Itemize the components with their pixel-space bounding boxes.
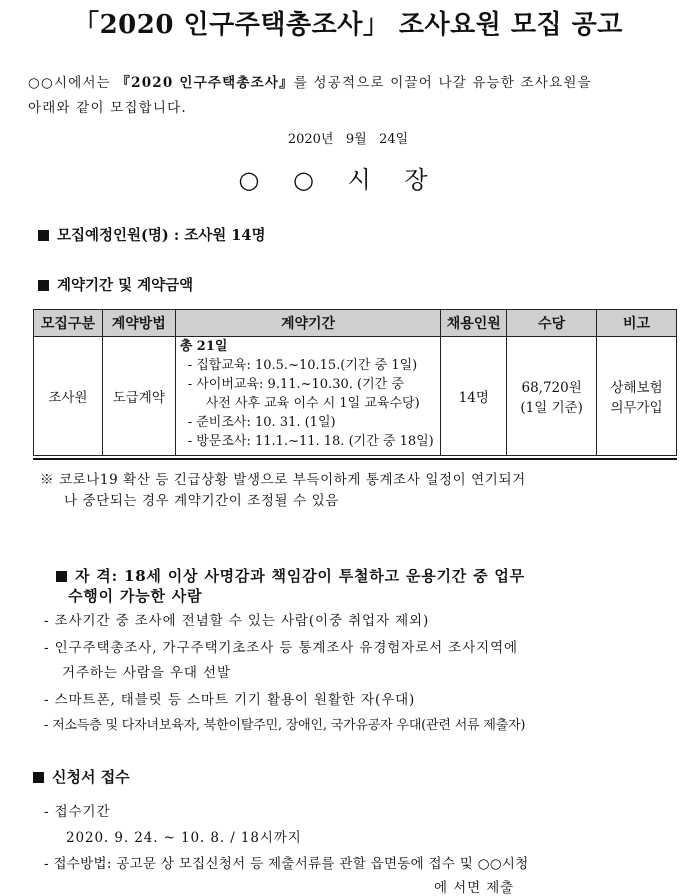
table-bottom-rule xyxy=(33,458,677,460)
period-item: - 방문조사: 11.1.~11. 18. (기간 중 18일) xyxy=(187,434,434,449)
header-method: 계약방법 xyxy=(102,310,175,337)
qualification-item: - 스마트폰, 태블릿 등 스마트 기기 활용이 원활한 자(우대) xyxy=(44,692,416,708)
qualification-heading-text: 자 격: 18세 이상 사명감과 책임감이 투철하고 운용기간 중 업무 xyxy=(75,567,525,585)
period-item: - 집합교육: 10.5.~10.15.(기간 중 1일) xyxy=(187,358,418,373)
cell-count: 14명 xyxy=(441,337,507,456)
pay-basis: (1일 기준) xyxy=(520,400,583,416)
footnote-line-1: ※ 코로나19 확산 등 긴급상황 발생으로 부득이하게 통계조사 일정이 연기되거 xyxy=(40,472,526,488)
application-period-label: - 접수기간 xyxy=(44,804,111,820)
qualification-item: - 저소득층 및 다자녀보육자, 북한이탈주민, 장애인, 국가유공자 우대(관련 서류 제출자) xyxy=(44,718,526,733)
application-heading-text: 신청서 접수 xyxy=(52,768,130,786)
intro-text-post: 를 성공적으로 이끌어 나갈 유능한 조사요원을 xyxy=(293,75,592,91)
application-period-value: 2020. 9. 24. ~ 10. 8. / 18시까지 xyxy=(66,830,302,846)
contract-heading-text: 계약기간 및 계약금액 xyxy=(57,277,194,294)
intro-line-2: 아래와 같이 모집합니다. xyxy=(28,100,187,116)
issuer-mayor: ○ ○ 시 장 xyxy=(238,166,438,194)
recruit-heading xyxy=(38,224,265,245)
announcement-date: 2020년 9월 24일 xyxy=(287,132,409,147)
note-line: 의무가입 xyxy=(610,400,663,416)
footnote-line-2: 나 중단되는 경우 계약기간이 조정될 수 있음 xyxy=(64,493,339,509)
pay-amount: 68,720원 xyxy=(521,380,582,396)
period-item: - 사이버교육: 9.11.~10.30. (기간 중 xyxy=(187,377,404,392)
application-method: - 접수방법: 공고문 상 모집신청서 등 제출서류를 관할 읍면동에 접수 및 ○○시청 xyxy=(44,856,529,872)
page-title: 「2020 인구주택총조사」 조사요원 모집 공고 xyxy=(73,10,623,40)
application-method-continued: 에 서면 제출 xyxy=(434,880,515,896)
header-pay: 수당 xyxy=(507,310,597,337)
note-line: 상해보험 xyxy=(610,380,663,396)
application-heading xyxy=(33,766,130,787)
qualification-item: - 조사기간 중 조사에 전념할 수 있는 사람(이중 취업자 제외) xyxy=(44,613,430,629)
square-bullet-icon xyxy=(33,772,44,783)
period-item-continued: 사전 사후 교육 이수 시 1일 교육수당) xyxy=(205,396,420,411)
recruit-heading-text: 모집예정인원(명) : 조사원 14명 xyxy=(57,227,266,244)
header-period: 계약기간 xyxy=(175,310,441,337)
table-row xyxy=(34,337,677,456)
cell-method: 도급계약 xyxy=(102,337,175,456)
header-count: 채용인원 xyxy=(441,310,507,337)
qualification-item-continued: 거주하는 사람을 우대 선발 xyxy=(62,665,231,681)
period-total: 총 21일 xyxy=(179,339,228,354)
cell-category: 조사원 xyxy=(34,337,103,456)
square-bullet-icon xyxy=(56,571,67,582)
table-header-row xyxy=(34,310,677,337)
qualification-heading-line-2: 수행이 가능한 사람 xyxy=(68,587,203,605)
cell-pay xyxy=(507,337,597,456)
square-bullet-icon xyxy=(38,230,49,241)
survey-name: 『2020 인구주택총조사』 xyxy=(116,75,294,91)
intro-text-pre: ○○시에서는 xyxy=(28,75,117,91)
contract-heading xyxy=(38,274,193,295)
contract-table xyxy=(33,309,677,456)
period-item: - 준비조사: 10. 31. (1일) xyxy=(187,415,336,430)
header-category: 모집구분 xyxy=(34,310,103,337)
qualification-heading xyxy=(56,565,525,586)
header-note: 비고 xyxy=(597,310,677,337)
square-bullet-icon xyxy=(38,280,49,291)
intro-line-1 xyxy=(28,71,592,91)
cell-note xyxy=(597,337,677,456)
qualification-item: - 인구주택총조사, 가구주택기초조사 등 통계조사 유경험자로서 조사지역에 xyxy=(44,640,518,656)
cell-period xyxy=(175,337,441,456)
